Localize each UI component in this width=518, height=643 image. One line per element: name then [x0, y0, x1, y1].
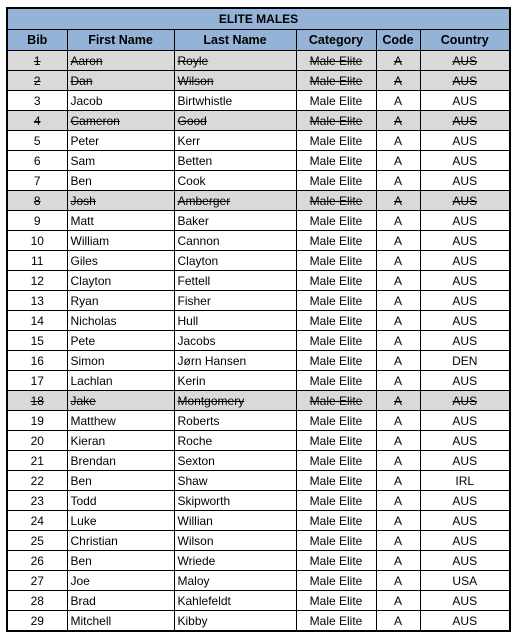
cell-last-name: Amberger — [174, 191, 296, 211]
cell-bib: 5 — [8, 131, 67, 151]
cell-last-name: Baker — [174, 211, 296, 231]
cell-country: IRL — [420, 471, 509, 491]
cell-bib: 29 — [8, 611, 67, 631]
cell-first-name: Lachlan — [67, 371, 174, 391]
cell-first-name: Brad — [67, 591, 174, 611]
table-row — [8, 251, 509, 271]
cell-first-name: Brendan — [67, 451, 174, 471]
cell-bib: 15 — [8, 331, 67, 351]
column-header-country: Country — [420, 30, 509, 51]
cell-last-name: Birtwhistle — [174, 91, 296, 111]
cell-category: Male Elite — [296, 311, 376, 331]
table-row — [8, 571, 509, 591]
cell-first-name: Clayton — [67, 271, 174, 291]
cell-code: A — [376, 591, 420, 611]
cell-code: A — [376, 451, 420, 471]
column-header-category: Category — [296, 30, 376, 51]
cell-code: A — [376, 491, 420, 511]
cell-bib: 16 — [8, 351, 67, 371]
cell-last-name: Hull — [174, 311, 296, 331]
cell-category: Male Elite — [296, 91, 376, 111]
cell-last-name: Shaw — [174, 471, 296, 491]
cell-country: AUS — [420, 231, 509, 251]
cell-country: AUS — [420, 71, 509, 91]
cell-code: A — [376, 271, 420, 291]
cell-country: AUS — [420, 611, 509, 631]
cell-category: Male Elite — [296, 151, 376, 171]
cell-bib: 1 — [8, 51, 67, 71]
table-row — [8, 171, 509, 191]
cell-country: AUS — [420, 291, 509, 311]
start-list-sheet — [6, 7, 511, 632]
cell-country: AUS — [420, 111, 509, 131]
cell-category: Male Elite — [296, 531, 376, 551]
cell-last-name: Maloy — [174, 571, 296, 591]
cell-category: Male Elite — [296, 111, 376, 131]
cell-category: Male Elite — [296, 171, 376, 191]
cell-code: A — [376, 51, 420, 71]
cell-country: AUS — [420, 171, 509, 191]
column-header-bib: Bib — [8, 30, 67, 51]
cell-code: A — [376, 291, 420, 311]
cell-last-name: Willian — [174, 511, 296, 531]
cell-code: A — [376, 91, 420, 111]
table-row — [8, 411, 509, 431]
cell-bib: 9 — [8, 211, 67, 231]
table-row — [8, 591, 509, 611]
cell-code: A — [376, 111, 420, 131]
cell-country: AUS — [420, 511, 509, 531]
cell-category: Male Elite — [296, 331, 376, 351]
cell-code: A — [376, 231, 420, 251]
cell-category: Male Elite — [296, 391, 376, 411]
cell-code: A — [376, 351, 420, 371]
cell-first-name: Ben — [67, 551, 174, 571]
cell-bib: 24 — [8, 511, 67, 531]
cell-first-name: Luke — [67, 511, 174, 531]
cell-last-name: Clayton — [174, 251, 296, 271]
cell-last-name: Royle — [174, 51, 296, 71]
table-row — [8, 271, 509, 291]
cell-category: Male Elite — [296, 191, 376, 211]
cell-category: Male Elite — [296, 491, 376, 511]
table-row — [8, 331, 509, 351]
cell-first-name: Christian — [67, 531, 174, 551]
cell-country: AUS — [420, 591, 509, 611]
table-row — [8, 491, 509, 511]
cell-last-name: Kibby — [174, 611, 296, 631]
cell-last-name: Cannon — [174, 231, 296, 251]
cell-code: A — [376, 151, 420, 171]
cell-last-name: Kahlefeldt — [174, 591, 296, 611]
cell-first-name: Nicholas — [67, 311, 174, 331]
cell-first-name: Todd — [67, 491, 174, 511]
cell-category: Male Elite — [296, 291, 376, 311]
cell-last-name: Montgomery — [174, 391, 296, 411]
cell-country: AUS — [420, 311, 509, 331]
table-row — [8, 351, 509, 371]
table-row — [8, 311, 509, 331]
cell-first-name: Dan — [67, 71, 174, 91]
cell-bib: 13 — [8, 291, 67, 311]
cell-bib: 17 — [8, 371, 67, 391]
cell-bib: 14 — [8, 311, 67, 331]
cell-last-name: Wilson — [174, 531, 296, 551]
cell-first-name: William — [67, 231, 174, 251]
cell-country: AUS — [420, 271, 509, 291]
cell-category: Male Elite — [296, 551, 376, 571]
cell-category: Male Elite — [296, 431, 376, 451]
cell-category: Male Elite — [296, 271, 376, 291]
table-row — [8, 131, 509, 151]
cell-code: A — [376, 311, 420, 331]
cell-first-name: Joe — [67, 571, 174, 591]
cell-last-name: Fettell — [174, 271, 296, 291]
table-row — [8, 51, 509, 71]
cell-bib: 7 — [8, 171, 67, 191]
table-row — [8, 291, 509, 311]
start-list-table — [8, 30, 509, 630]
cell-country: AUS — [420, 411, 509, 431]
cell-code: A — [376, 71, 420, 91]
column-header-last-name: Last Name — [174, 30, 296, 51]
cell-first-name: Ryan — [67, 291, 174, 311]
cell-bib: 12 — [8, 271, 67, 291]
cell-category: Male Elite — [296, 211, 376, 231]
cell-bib: 8 — [8, 191, 67, 211]
table-row — [8, 211, 509, 231]
cell-bib: 20 — [8, 431, 67, 451]
table-row — [8, 511, 509, 531]
cell-code: A — [376, 571, 420, 591]
cell-code: A — [376, 191, 420, 211]
cell-code: A — [376, 331, 420, 351]
cell-last-name: Wriede — [174, 551, 296, 571]
table-row — [8, 231, 509, 251]
cell-bib: 6 — [8, 151, 67, 171]
cell-bib: 28 — [8, 591, 67, 611]
cell-last-name: Wilson — [174, 71, 296, 91]
table-row — [8, 431, 509, 451]
table-row — [8, 191, 509, 211]
cell-country: AUS — [420, 251, 509, 271]
cell-first-name: Giles — [67, 251, 174, 271]
cell-last-name: Jacobs — [174, 331, 296, 351]
cell-first-name: Ben — [67, 471, 174, 491]
cell-first-name: Simon — [67, 351, 174, 371]
cell-category: Male Elite — [296, 71, 376, 91]
table-row — [8, 371, 509, 391]
cell-country: AUS — [420, 531, 509, 551]
cell-category: Male Elite — [296, 411, 376, 431]
cell-first-name: Peter — [67, 131, 174, 151]
cell-bib: 23 — [8, 491, 67, 511]
cell-country: AUS — [420, 91, 509, 111]
cell-first-name: Jacob — [67, 91, 174, 111]
cell-first-name: Ben — [67, 171, 174, 191]
cell-first-name: Matt — [67, 211, 174, 231]
table-row — [8, 531, 509, 551]
cell-code: A — [376, 471, 420, 491]
cell-country: AUS — [420, 451, 509, 471]
table-title: ELITE MALES — [8, 9, 509, 30]
cell-last-name: Good — [174, 111, 296, 131]
cell-category: Male Elite — [296, 471, 376, 491]
cell-first-name: Josh — [67, 191, 174, 211]
cell-country: DEN — [420, 351, 509, 371]
cell-code: A — [376, 131, 420, 151]
cell-code: A — [376, 411, 420, 431]
cell-last-name: Jørn Hansen — [174, 351, 296, 371]
cell-code: A — [376, 211, 420, 231]
cell-last-name: Skipworth — [174, 491, 296, 511]
table-row — [8, 551, 509, 571]
cell-last-name: Kerin — [174, 371, 296, 391]
cell-bib: 21 — [8, 451, 67, 471]
cell-category: Male Elite — [296, 51, 376, 71]
cell-bib: 26 — [8, 551, 67, 571]
cell-code: A — [376, 511, 420, 531]
cell-last-name: Kerr — [174, 131, 296, 151]
cell-code: A — [376, 251, 420, 271]
cell-code: A — [376, 611, 420, 631]
cell-country: AUS — [420, 151, 509, 171]
header-row — [8, 30, 509, 51]
cell-last-name: Cook — [174, 171, 296, 191]
cell-first-name: Pete — [67, 331, 174, 351]
cell-category: Male Elite — [296, 251, 376, 271]
cell-country: AUS — [420, 211, 509, 231]
cell-last-name: Roberts — [174, 411, 296, 431]
cell-first-name: Cameron — [67, 111, 174, 131]
column-header-first-name: First Name — [67, 30, 174, 51]
cell-bib: 25 — [8, 531, 67, 551]
cell-code: A — [376, 371, 420, 391]
cell-bib: 22 — [8, 471, 67, 491]
cell-category: Male Elite — [296, 451, 376, 471]
cell-category: Male Elite — [296, 231, 376, 251]
table-row — [8, 91, 509, 111]
column-header-code: Code — [376, 30, 420, 51]
cell-category: Male Elite — [296, 511, 376, 531]
cell-country: AUS — [420, 491, 509, 511]
cell-bib: 3 — [8, 91, 67, 111]
cell-code: A — [376, 431, 420, 451]
cell-country: AUS — [420, 371, 509, 391]
cell-bib: 18 — [8, 391, 67, 411]
cell-first-name: Mitchell — [67, 611, 174, 631]
cell-first-name: Aaron — [67, 51, 174, 71]
cell-first-name: Matthew — [67, 411, 174, 431]
cell-last-name: Fisher — [174, 291, 296, 311]
cell-country: AUS — [420, 331, 509, 351]
table-row — [8, 391, 509, 411]
table-row — [8, 151, 509, 171]
cell-bib: 2 — [8, 71, 67, 91]
cell-category: Male Elite — [296, 591, 376, 611]
cell-category: Male Elite — [296, 131, 376, 151]
cell-first-name: Jake — [67, 391, 174, 411]
cell-first-name: Kieran — [67, 431, 174, 451]
cell-last-name: Roche — [174, 431, 296, 451]
cell-category: Male Elite — [296, 571, 376, 591]
cell-bib: 4 — [8, 111, 67, 131]
table-row — [8, 471, 509, 491]
cell-last-name: Sexton — [174, 451, 296, 471]
cell-bib: 19 — [8, 411, 67, 431]
cell-category: Male Elite — [296, 371, 376, 391]
cell-bib: 10 — [8, 231, 67, 251]
cell-country: AUS — [420, 391, 509, 411]
cell-country: AUS — [420, 551, 509, 571]
cell-country: AUS — [420, 431, 509, 451]
cell-country: AUS — [420, 191, 509, 211]
table-row — [8, 451, 509, 471]
cell-code: A — [376, 171, 420, 191]
cell-country: AUS — [420, 131, 509, 151]
table-row — [8, 71, 509, 91]
cell-category: Male Elite — [296, 351, 376, 371]
cell-code: A — [376, 391, 420, 411]
cell-country: USA — [420, 571, 509, 591]
cell-code: A — [376, 551, 420, 571]
cell-category: Male Elite — [296, 611, 376, 631]
cell-bib: 11 — [8, 251, 67, 271]
cell-code: A — [376, 531, 420, 551]
cell-last-name: Betten — [174, 151, 296, 171]
cell-bib: 27 — [8, 571, 67, 591]
table-row — [8, 611, 509, 631]
cell-country: AUS — [420, 51, 509, 71]
table-row — [8, 111, 509, 131]
cell-first-name: Sam — [67, 151, 174, 171]
